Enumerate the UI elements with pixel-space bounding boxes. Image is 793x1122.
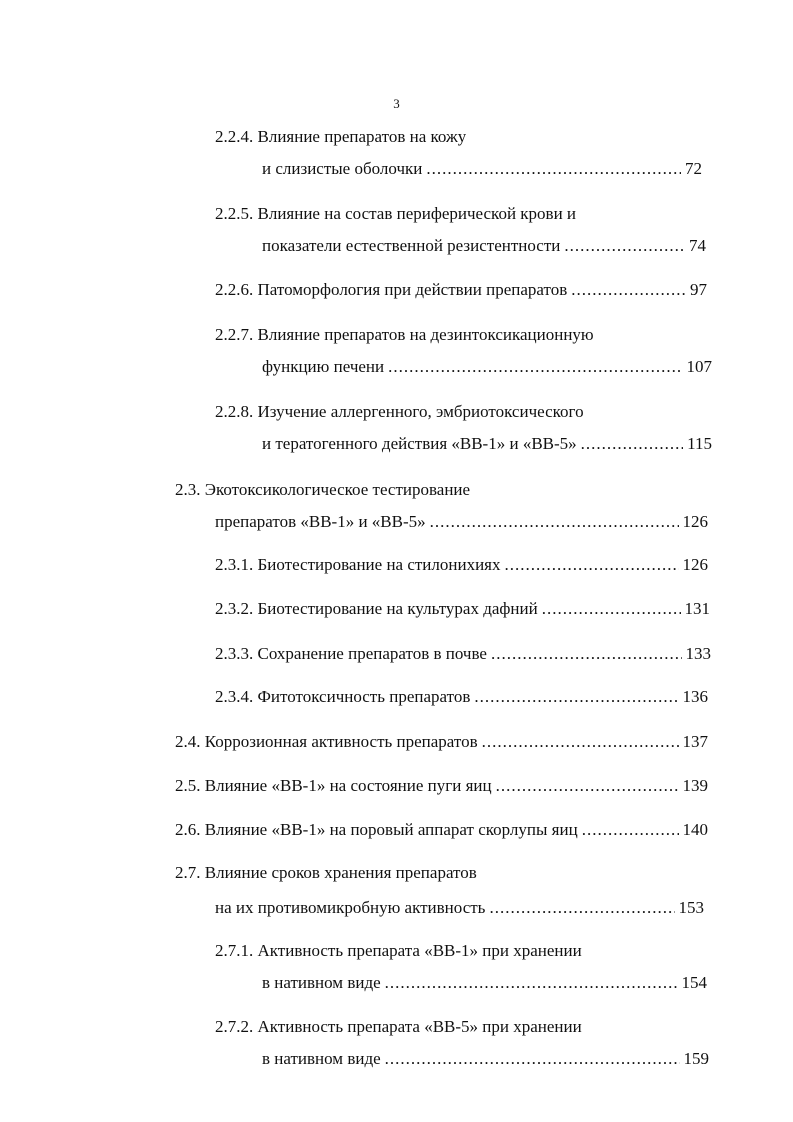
page-ref: 133 bbox=[685, 644, 711, 663]
leader-dots bbox=[385, 972, 678, 994]
leader-dots bbox=[564, 235, 685, 257]
leader-dots bbox=[496, 775, 679, 797]
toc-entry-2-7-1: в нативном виде ..... 154 bbox=[262, 972, 707, 994]
toc-entry-2-2-4: и слизистые оболочки ..... 72 bbox=[262, 158, 702, 180]
toc-entry-2-2-4-title: 2.2.4. Влияние препаратов на кожу bbox=[215, 127, 467, 146]
page-ref: 115 bbox=[687, 434, 712, 453]
page-ref: 136 bbox=[682, 687, 708, 706]
leader-dots bbox=[426, 158, 681, 180]
page-ref: 154 bbox=[681, 973, 707, 992]
toc-entry-2-7-2: в нативном виде ..... 159 bbox=[262, 1048, 709, 1070]
page-ref: 140 bbox=[682, 820, 708, 839]
leader-dots bbox=[482, 731, 679, 753]
page-ref: 126 bbox=[682, 555, 708, 574]
toc-entry-2-5: 2.5. Влияние «ВВ-1» на состояние пуги яиц ..... 139 bbox=[175, 775, 708, 797]
leader-dots bbox=[582, 819, 679, 841]
toc-entry-2-7-1-title: 2.7.1. Активность препарата «ВВ-1» при хранении bbox=[215, 941, 582, 960]
page-ref: 159 bbox=[683, 1049, 709, 1068]
toc-entry-2-7: на их противомикробную активность ..... 153 bbox=[215, 897, 704, 919]
page-ref: 126 bbox=[682, 512, 708, 531]
toc-entry-2-2-6: 2.2.6. Патоморфология при действии препаратов ..... 97 bbox=[215, 279, 707, 301]
leader-dots bbox=[571, 279, 686, 301]
page-ref: 97 bbox=[690, 280, 707, 299]
toc-entry-2-2-7: функцию печени ..... 107 bbox=[262, 356, 712, 378]
toc-entry-2-3-title: 2.3. Экотоксикологическое тестирование bbox=[175, 480, 471, 499]
toc-entry-2-2-8-title: 2.2.8. Изучение аллергенного, эмбриотоксического bbox=[215, 402, 584, 421]
toc-entry-2-7-2-title: 2.7.2. Активность препарата «ВВ-5» при хранении bbox=[215, 1017, 582, 1036]
toc-entry-2-2-8: и тератогенного действия «ВВ-1» и «ВВ-5» ..... 115 bbox=[262, 433, 712, 455]
page-ref: 131 bbox=[684, 599, 710, 618]
leader-dots bbox=[430, 511, 679, 533]
toc-entry-2-4: 2.4. Коррозионная активность препаратов ..... 137 bbox=[175, 731, 708, 753]
page-ref: 137 bbox=[682, 732, 708, 751]
toc-entry-2-2-7-title: 2.2.7. Влияние препаратов на дезинтоксикационную bbox=[215, 325, 594, 344]
page-ref: 72 bbox=[685, 159, 702, 178]
toc-entry-2-3-3: 2.3.3. Сохранение препаратов в почве ..... 133 bbox=[215, 643, 711, 665]
page-ref: 74 bbox=[689, 236, 706, 255]
leader-dots bbox=[385, 1048, 680, 1070]
toc-entry-2-7-title: 2.7. Влияние сроков хранения препаратов bbox=[175, 863, 477, 882]
toc-entry-2-3-2: 2.3.2. Биотестирование на культурах дафний ..... 131 bbox=[215, 598, 710, 620]
toc-entry-2-3-1: 2.3.1. Биотестирование на стилонихиях ..... 126 bbox=[215, 554, 708, 576]
leader-dots bbox=[474, 686, 678, 708]
page-ref: 153 bbox=[678, 898, 704, 917]
toc-entry-2-3: препаратов «ВВ-1» и «ВВ-5» ..... 126 bbox=[215, 511, 708, 533]
page-number: 3 bbox=[393, 96, 400, 111]
toc-entry-2-2-5-title: 2.2.5. Влияние на состав периферической крови и bbox=[215, 204, 577, 223]
leader-dots bbox=[491, 643, 682, 665]
toc-entry-2-3-4: 2.3.4. Фитотоксичность препаратов ..... 136 bbox=[215, 686, 708, 708]
leader-dots bbox=[542, 598, 681, 620]
leader-dots bbox=[505, 554, 679, 576]
leader-dots bbox=[388, 356, 682, 378]
toc-entry-2-6: 2.6. Влияние «ВВ-1» на поровый аппарат скорлупы яиц ..... 140 bbox=[175, 819, 708, 841]
page-ref: 107 bbox=[686, 357, 712, 376]
toc-entry-2-2-5: показатели естественной резистентности ..... 74 bbox=[262, 235, 706, 257]
leader-dots bbox=[581, 433, 683, 455]
page-ref: 139 bbox=[682, 776, 708, 795]
leader-dots bbox=[489, 897, 674, 919]
